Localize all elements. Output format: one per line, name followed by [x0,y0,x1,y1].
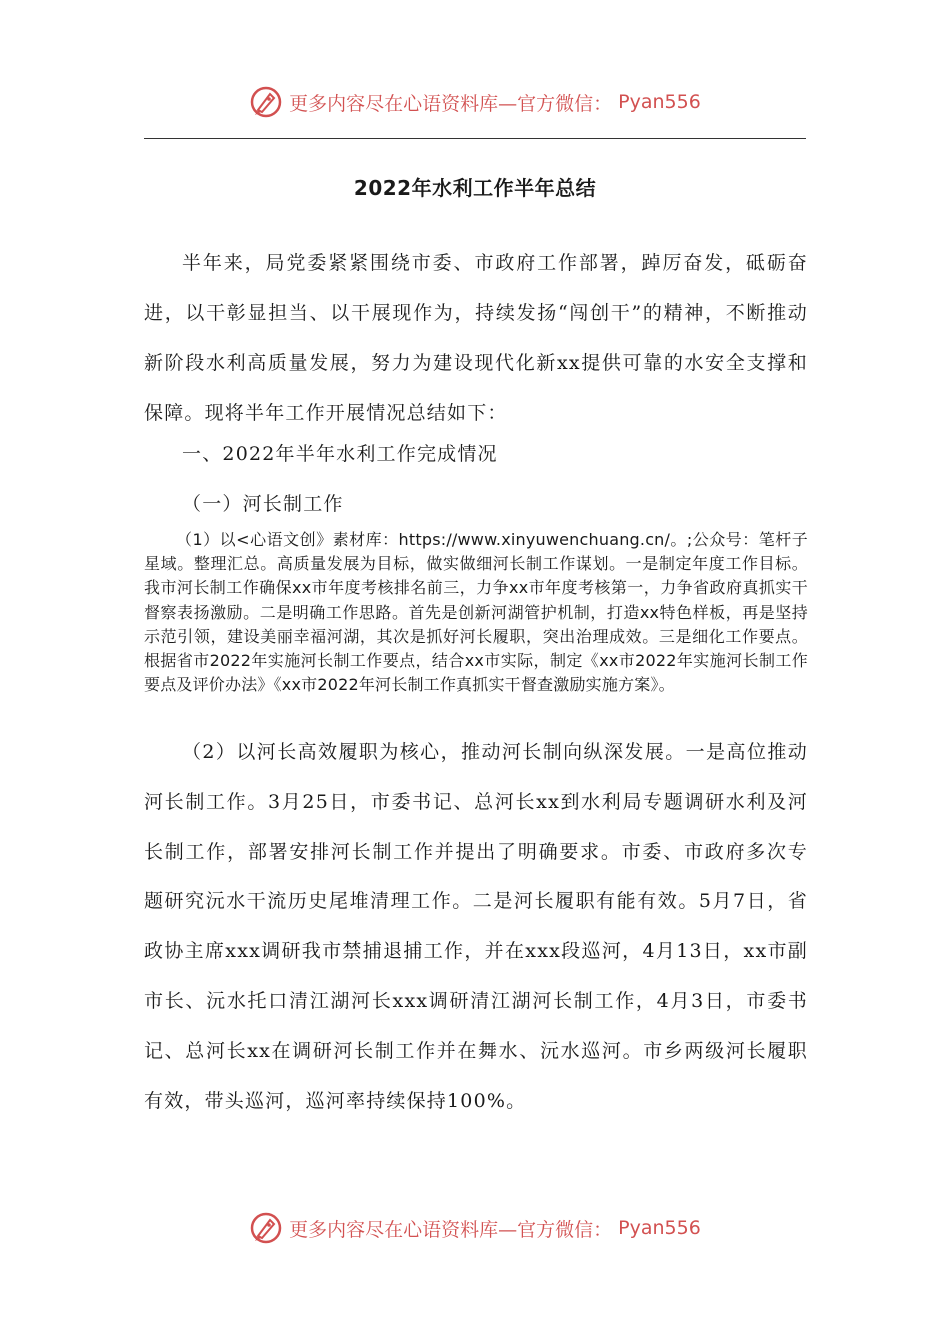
watermark-text: 更多内容尽在心语资料库—官方微信： [289,1218,613,1241]
footer-watermark [0,1210,950,1246]
header-watermark [0,84,950,120]
section-heading: 一、2022年半年水利工作完成情况 [182,443,498,465]
document-title: 2022年水利工作半年总结 [353,176,597,200]
item-1-paragraph: （1）以<心语文创》素材库：https://www.xinyuwenchuang.cn/。;公众号：笔杆子星域。整理汇总。高质量发展为目标，做实做细河长制工作谋划。一是制定年度工作目标。我市河长制工作确保xx市年度考核排名前三，力争xx市年度考核第一，力争省政府真抓实干督察表扬激励。二是明确工作思路。首先是创新河湖管护机制，打造xx特色样板，再是坚持示范引领，建设美丽幸福河湖，其次是抓好河长履职，突出治理成效。三是细化工作要点。根据省市2022年实施河长制工作要点，结合xx市实际，制定《xx市2022年实施河长制工作要点及评价办法》《xx市2022年河长制工作真抓实干督查激励实施方案》。 [144,530,808,695]
watermark-handle: Pyan556 [618,91,701,113]
header-divider [144,138,806,139]
watermark-handle: Pyan556 [618,1217,701,1239]
watermark-text: 更多内容尽在心语资料库—官方微信： [289,92,613,115]
pen-nib-logo-icon [249,1211,283,1245]
intro-paragraph: 半年来，局党委紧紧围绕市委、市政府工作部署，踔厉奋发，砥砺奋进，以干彰显担当、以干展现作为，持续发扬“闯创干”的精神，不断推动新阶段水利高质量发展，努力为建设现代化新xx提供可靠的水安全支撑和保障。现将半年工作开展情况总结如下： [144,252,808,424]
subsection-heading: （一）河长制工作 [182,493,344,515]
pen-nib-logo-icon [249,85,283,119]
item-2-paragraph: （2）以河长高效履职为核心，推动河长制向纵深发展。一是高位推动河长制工作。3月25日，市委书记、总河长xx到水利局专题调研水利及河长制工作，部署安排河长制工作并提出了明确要求。市委、市政府多次专题研究沅水干流历史尾堆清理工作。二是河长履职有能有效。5月7日，省政协主席xxx调研我市禁捕退捕工作，并在xxx段巡河，4月13日，xx市副市长、沅水托口清江湖河长xxx调研清江湖河长制工作，4月3日，市委书记、总河长xx在调研河长制工作并在舞水、沅水巡河。市乡两级河长履职有效，带头巡河，巡河率持续保持100%。 [144,741,808,1112]
